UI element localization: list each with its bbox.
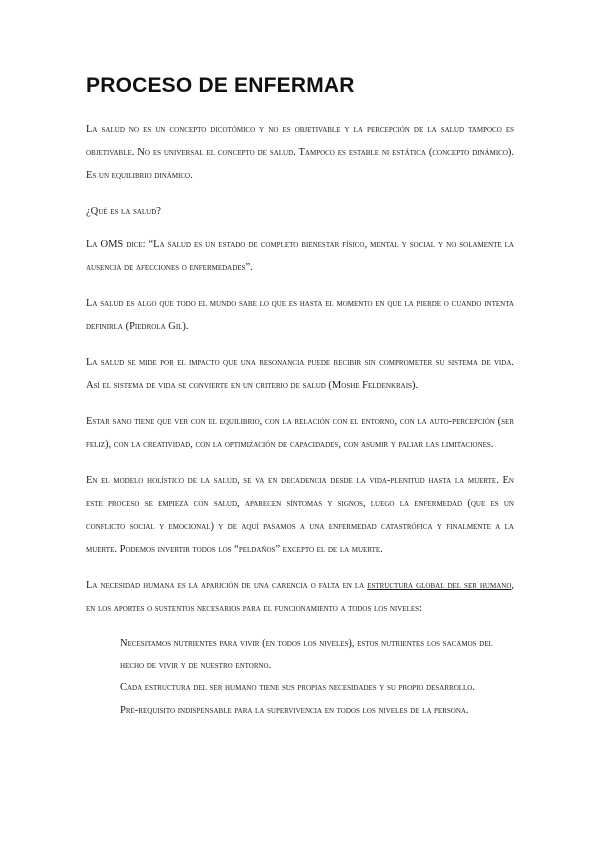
paragraph-modelo-holistico: En el modelo holístico de la salud, se va en decadencia desde la vida-plenitud hasta la muerte. En este proceso se empieza con salud, aparecen síntomas y signos, luego la enfermedad (que es un conflicto social y emocional) y de aquí pasamos a una enfermedad catastrófica y finalmente a la muerte. Podemos invertir todos los “peldaños” excepto el de la muerte. — [86, 475, 514, 555]
paragraph-feldenkrais: La salud se mide por el impacto que una resonancia puede recibir sin comprometer su sistema de vida. Así el sistema de vida se convierte en un criterio de salud (Moshe Feldenkrais). — [86, 357, 514, 391]
estructura-global-underlined: estructura global del ser humano — [367, 580, 512, 591]
document-body — [86, 118, 514, 722]
list-item: Cada estructura del ser humano tiene sus propias necesidades y su propio desarrollo. — [120, 682, 475, 693]
section-question: ¿Qué es la salud? — [86, 206, 161, 217]
paragraph-salud-concepto: La salud no es un concepto dicotómico y no es objetivable y la percepción de la salud tampoco es objetivable. No es universal el concepto de salud. Tampoco es estable ni estática (concepto dinámico). Es un equilibrio dinámico. — [86, 124, 514, 181]
list-item: Necesitamos nutrientes para vivir (en todos los niveles), estos nutrientes los sacamos del hecho de vivir y de nuestro entorno. — [120, 638, 493, 671]
necesidad-text-end: , en los aportes o sustentos necesarios para el funcionamiento a todos los niveles: — [86, 580, 514, 614]
paragraph-necesidad-humana — [86, 574, 514, 620]
paragraph-piedrola-gil: La salud es algo que todo el mundo sabe lo que es hasta el momento en que la pierde o cuando intenta definirla (Piedrola Gil). — [86, 298, 514, 332]
paragraph-oms-definicion: La OMS dice: “La salud es un estado de completo bienestar físico, mental y social y no solamente la ausencia de afecciones o enfermedades”. — [86, 239, 514, 273]
paragraph-estar-sano: Estar sano tiene que ver con el equilibrio, con la relación con el entorno, con la auto-percepción (ser feliz), con la creatividad, con la optimización de capacidades, con asumir y paliar las limitaciones. — [86, 416, 514, 450]
page-title: PROCESO DE ENFERMAR — [86, 74, 355, 97]
necesidad-text-start: La necesidad humana es la aparición de una carencia o falta en la — [86, 580, 368, 591]
needs-list — [120, 633, 514, 721]
list-item: Pre-requisito indispensable para la supervivencia en todos los niveles de la persona. — [120, 704, 469, 716]
